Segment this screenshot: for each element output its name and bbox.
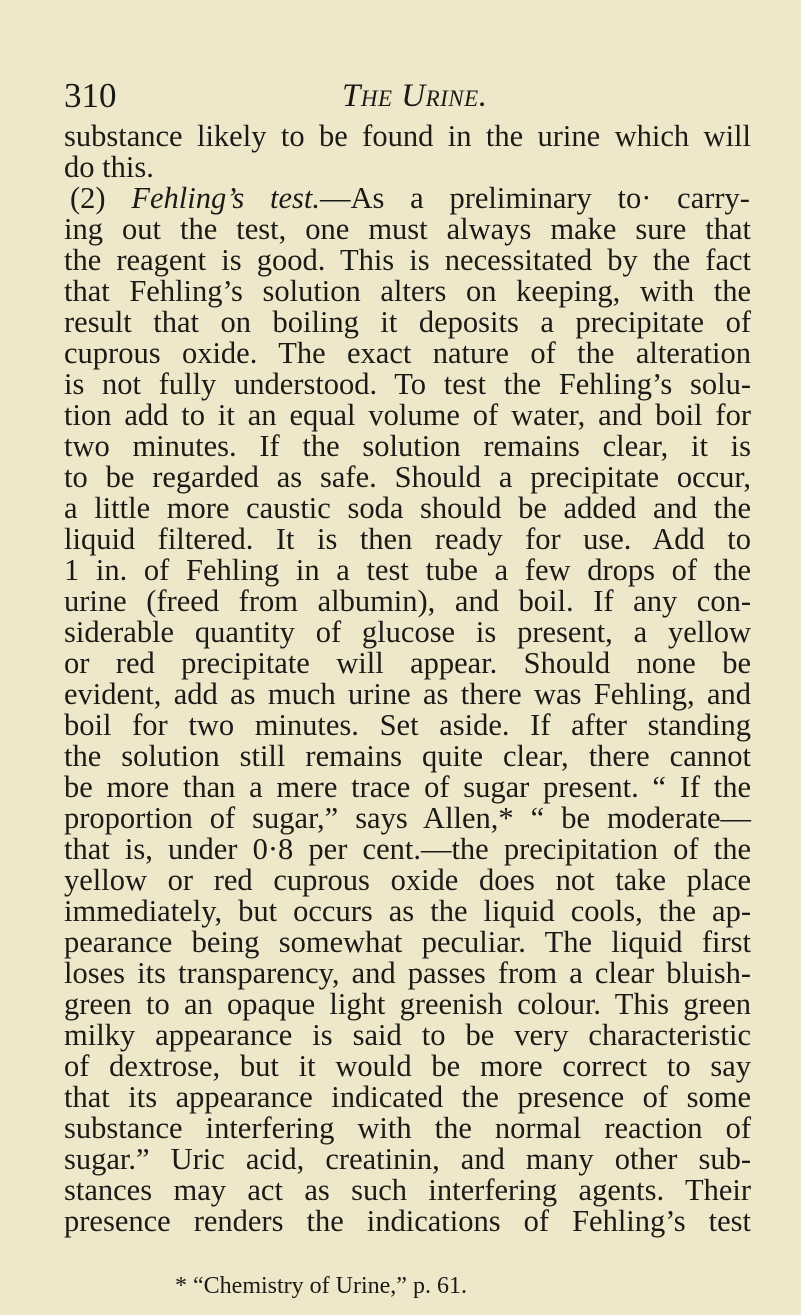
text-line: evident, add as much urine as there was Fehling, and	[64, 677, 751, 711]
page-number: 310	[64, 76, 117, 115]
text-line: that Fehling’s solution alters on keeping, with the	[64, 274, 751, 308]
text-line: milky appearance is said to be very characteristic	[64, 1018, 751, 1052]
text-line: stances may act as such interfering agents. Their	[64, 1173, 751, 1207]
text-line: substance interfering with the normal reaction of	[64, 1111, 751, 1145]
text-line: to be regarded as safe. Should a precipitate occur,	[64, 460, 751, 494]
text-line: immediately, but occurs as the liquid cools, the ap-	[64, 894, 751, 928]
footnote: * “Chemistry of Urine,” p. 61.	[175, 1273, 467, 1299]
text-line: urine (freed from albumin), and boil. If any con-	[64, 584, 751, 618]
text-line: siderable quantity of glucose is present, a yellow	[64, 615, 751, 649]
text-line: 1 in. of Fehling in a test tube a few drops of the	[64, 553, 751, 587]
text-line: the solution still remains quite clear, there cannot	[64, 739, 751, 773]
text-line: liquid filtered. It is then ready for use. Add to	[64, 522, 751, 556]
text-line: that is, under 0·8 per cent.—the precipitation of the	[64, 832, 751, 866]
text-line: ing out the test, one must always make sure that	[64, 212, 751, 246]
page-header	[0, 74, 801, 118]
text-line: cuprous oxide. The exact nature of the alteration	[64, 336, 751, 370]
text-line-fehlings-test	[70, 183, 750, 214]
text-line: tion add to it an equal volume of water, and boil for	[64, 398, 751, 432]
text-line: a little more caustic soda should be added and the	[64, 491, 751, 525]
text-line: the reagent is good. This is necessitated by the fact	[64, 243, 751, 277]
text-line: boil for two minutes. Set aside. If after standing	[64, 708, 751, 742]
text-line: result that on boiling it deposits a precipitate of	[64, 305, 751, 339]
text-line: yellow or red cuprous oxide does not take place	[64, 863, 751, 897]
text-line: loses its transparency, and passes from a clear bluish-	[64, 956, 751, 990]
text-line: sugar.” Uric acid, creatinin, and many other sub-	[64, 1142, 751, 1176]
text-line: presence renders the indications of Fehling’s test	[64, 1204, 751, 1238]
text-line: or red precipitate will appear. Should none be	[64, 646, 751, 680]
text-segment: —As a preliminary to· carry-	[320, 181, 750, 215]
item-number: (2)	[70, 181, 132, 215]
text-line: that its appearance indicated the presence of some	[64, 1080, 751, 1114]
section-heading-italic: Fehling’s test.	[131, 181, 321, 215]
text-line: is not fully understood. To test the Fehling’s solu-	[64, 367, 751, 401]
text-line: of dextrose, but it would be more correct to say	[64, 1049, 751, 1083]
text-line: proportion of sugar,” says Allen,* “ be moderate—	[64, 801, 751, 835]
text-line: do this.	[64, 150, 154, 184]
text-line: two minutes. If the solution remains clear, it is	[64, 429, 751, 463]
running-title: The Urine.	[342, 78, 488, 114]
text-line: be more than a mere trace of sugar present. “ If the	[64, 770, 751, 804]
text-line: green to an opaque light greenish colour. This green	[64, 987, 751, 1021]
text-line: substance likely to be found in the urine which will	[64, 119, 751, 153]
text-line: pearance being somewhat peculiar. The liquid first	[64, 925, 751, 959]
